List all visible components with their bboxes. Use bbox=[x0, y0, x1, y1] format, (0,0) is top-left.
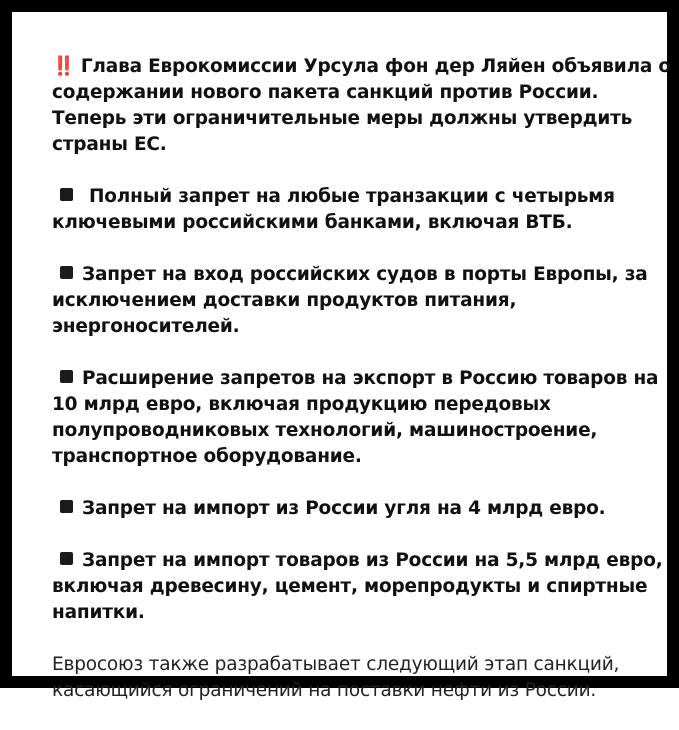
black-square-icon bbox=[60, 552, 73, 565]
list-item-text: Расширение запретов на экспорт в Россию товаров на 10 млрд евро, включая продукцию передовых полупроводниковых технологий, машиностроение, транспортное оборудование. bbox=[52, 368, 659, 467]
list-item-text: Запрет на импорт из России угля на 4 млрд евро. bbox=[82, 498, 606, 519]
black-square-icon bbox=[60, 266, 73, 279]
black-square-icon bbox=[60, 370, 73, 383]
post-content bbox=[52, 54, 672, 730]
list-item-text: Полный запрет на любые транзакции с четырьмя ключевыми российскими банками, включая ВТБ. bbox=[52, 186, 615, 233]
footer-paragraph: Евросоюз также разрабатывает следующий этап санкций, касающийся ограничений на поставки нефти из России. bbox=[52, 654, 620, 701]
double-exclamation-icon: ‼️ bbox=[52, 56, 75, 77]
list-item bbox=[52, 496, 672, 522]
black-square-icon bbox=[60, 500, 73, 513]
list-item bbox=[52, 184, 672, 236]
intro-text: Глава Еврокомиссии Урсула фон дер Ляйен объявила о содержании нового пакета санкций против России. Теперь эти ограничительные меры должны утвердить страны ЕС. bbox=[52, 56, 671, 155]
intro-paragraph bbox=[52, 54, 672, 158]
list-item-text: Запрет на вход российских судов в порты Европы, за исключением доставки продуктов питания, энергоносителей. bbox=[52, 264, 648, 337]
list-item bbox=[52, 366, 672, 470]
list-item bbox=[52, 548, 672, 626]
list-item-text: Запрет на импорт товаров из России на 5,5 млрд евро, включая древесину, цемент, морепродукты и спиртные напитки. bbox=[52, 550, 663, 623]
list-item bbox=[52, 262, 672, 340]
black-square-icon bbox=[60, 188, 73, 201]
